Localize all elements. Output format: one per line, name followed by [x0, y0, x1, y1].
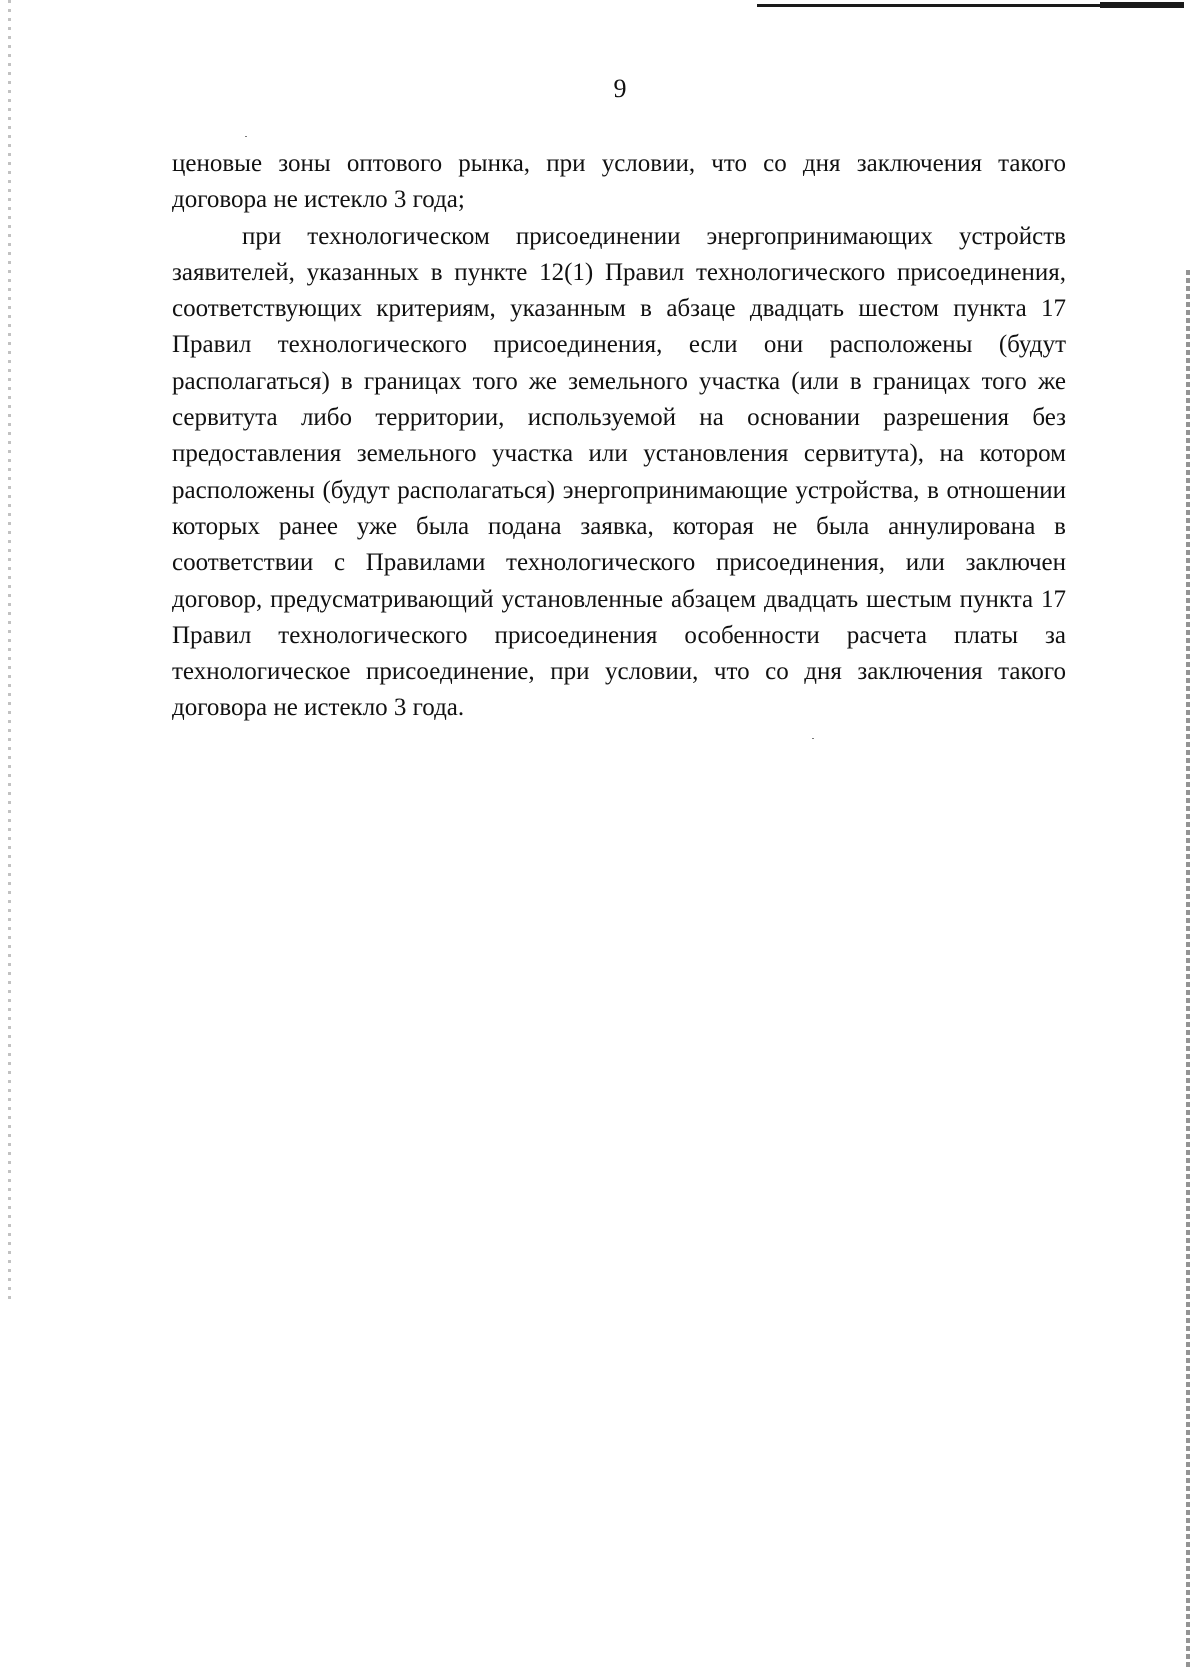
scan-top-rule-thick	[1100, 2, 1184, 8]
document-body	[172, 146, 1066, 727]
scan-edge-right	[1186, 270, 1190, 1670]
scan-speck	[812, 738, 814, 739]
paragraph-continuation: ценовые зоны оптового рынка, при условии, что со дня заключения такого договора не истекло 3 года;	[172, 150, 1066, 214]
paragraph-main: при технологическом присоединении энергопринимающих устройств заявителей, указанных в пункте 12(1) Правил технологического присоединения, соответствующих критериям, указанным в абзаце двадцать шестом пункта 17 Правил технологического присоединения, если они расположены (будут располагаться) в границах того же земельного участка (или в границах того же сервитута либо территории, используемой на основании разрешения без предоставления земельного участка или установления сервитута), на котором расположены (будут располагаться) энергопринимающие устройства, в отношении которых ранее уже была подана заявка, которая не была аннулирована в соответствии с Правилами технологического присоединения, или заключен договор, предусматривающий установленные абзацем двадцать шестым пункта 17 Правил технологического присоединения особенности расчета платы за технологическое присоединение, при условии, что со дня заключения такого договора не истекло 3 года.	[172, 222, 1066, 722]
scan-edge-left	[8, 0, 11, 1300]
scan-speck	[245, 136, 247, 137]
page-number: 9	[613, 74, 627, 103]
